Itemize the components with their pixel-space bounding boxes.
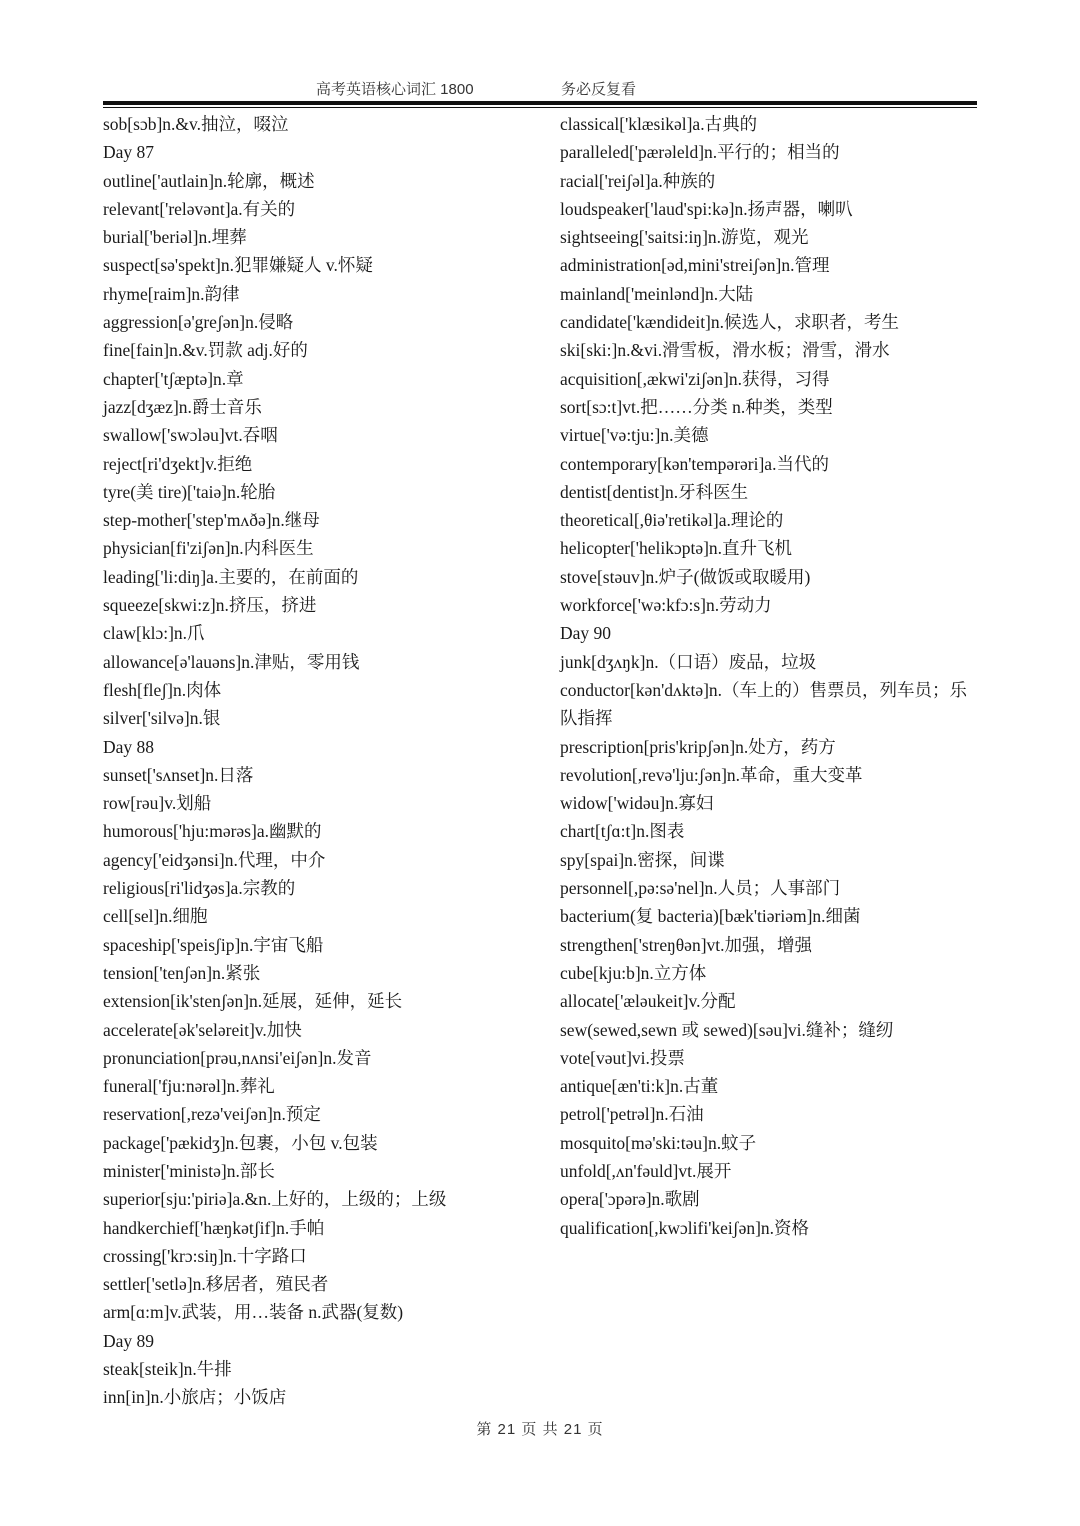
vocab-entry: fine[fain]n.&v.罚款 adj.好的	[103, 340, 308, 361]
vocab-entry: rhyme[raim]n.韵律	[103, 283, 240, 304]
vocab-entry: sob[sɔb]n.&v.抽泣，啜泣	[103, 114, 289, 134]
vocab-entry: accelerate[ək'seləreit]v.加快	[103, 1019, 302, 1040]
vocab-entry: agency['eidʒənsi]n.代理，中介	[103, 849, 326, 870]
vocab-entry: sightseeing['saitsi:iŋ]n.游览，观光	[560, 227, 809, 248]
header-rule-thin	[103, 107, 977, 108]
vocab-entry: antique[æn'ti:k]n.古董	[560, 1076, 719, 1097]
day-heading: Day 89	[103, 1330, 155, 1351]
page-footer: 第 21 页 共 21 页	[476, 1421, 604, 1438]
vocab-entry: personnel[,pə:sə'nel]n.人员；人事部门	[560, 878, 841, 899]
vocab-entry: workforce['wə:kfɔ:s]n.劳动力	[560, 595, 772, 616]
vocab-entry: candidate['kændideit]n.候选人，求职者，考生	[560, 312, 900, 333]
document-title: 高考英语核心词汇 1800	[316, 81, 474, 98]
vocab-entry: burial['beriəl]n.埋葬	[103, 227, 247, 248]
vocab-entry: racial['reiʃəl]a.种族的	[560, 170, 716, 191]
vocab-entry: step-mother['step'mʌðə]n.继母	[103, 510, 320, 531]
header-note: 务必反复看	[561, 81, 637, 98]
vocab-entry: stove[stəuv]n.炉子(做饭或取暖用)	[560, 566, 811, 587]
day-heading: Day 88	[103, 736, 155, 757]
vocab-entry: conductor[kən'dʌktə]n.（车上的）售票员，列车员；乐队指挥	[560, 679, 968, 729]
vocab-entry: spy[spai]n.密探，间谍	[560, 849, 725, 870]
vocab-entry: bacterium(复 bacteria)[bæk'tiəriəm]n.细菌	[560, 906, 861, 927]
vocab-entry: mosquito[mə'ski:təu]n.蚊子	[560, 1132, 757, 1153]
vocab-entry: tension['tenʃən]n.紧张	[103, 962, 261, 983]
vocab-entry: prescription[pris'kripʃən]n.处方，药方	[560, 736, 836, 757]
vocab-entry: crossing['krɔ:siŋ]n.十字路口	[103, 1245, 307, 1266]
vocab-entry: loudspeaker['laud'spi:kə]n.扬声器，喇叭	[560, 198, 853, 219]
vocab-entry: row[rəu]v.划船	[103, 793, 212, 814]
vocab-entry: qualification[,kwɔlifi'keiʃən]n.资格	[560, 1217, 810, 1238]
vocab-entry: flesh[fleʃ]n.肉体	[103, 679, 222, 700]
vocab-entry: helicopter['helikɔptə]n.直升飞机	[560, 538, 793, 559]
vocab-entry: dentist[dentist]n.牙科医生	[560, 481, 749, 502]
vocab-entry: tyre(美 tire)['taiə]n.轮胎	[103, 481, 276, 502]
vocab-entry: chart[tʃɑ:t]n.图表	[560, 821, 685, 842]
vocab-entry: superior[sju:'piriə]a.&n.上好的，上级的；上级	[103, 1189, 447, 1210]
vocab-entry: theoretical[,θiə'retikəl]a.理论的	[560, 510, 784, 531]
vocab-entry: paralleled['pærəleld]n.平行的；相当的	[560, 142, 840, 163]
vocab-entry: allowance[ə'lauəns]n.津贴，零用钱	[103, 651, 360, 672]
vocab-entry: administration[əd,mini'streiʃən]n.管理	[560, 255, 830, 276]
vocab-entry: petrol['petrəl]n.石油	[560, 1104, 704, 1125]
day-heading: Day 87	[103, 142, 155, 163]
vocab-entry: claw[klɔ:]n.爪	[103, 623, 205, 644]
vocab-entry: outline['autlain]n.轮廓，概述	[103, 170, 315, 191]
vocab-entry: funeral['fju:nərəl]n.葬礼	[103, 1076, 275, 1097]
vocab-entry: humorous['hju:mərəs]a.幽默的	[103, 821, 322, 842]
vocab-entry: steak[steik]n.牛排	[103, 1359, 232, 1380]
vocab-entry: minister['ministə]n.部长	[103, 1160, 275, 1181]
header-rule-thick	[103, 101, 977, 105]
vocab-entry: settler['setlə]n.移居者，殖民者	[103, 1274, 329, 1295]
vocab-entry: cube[kju:b]n.立方体	[560, 962, 707, 983]
vocab-entry: handkerchief['hæŋkətʃif]n.手帕	[103, 1217, 325, 1238]
vocab-entry: swallow['swɔləu]vt.吞咽	[103, 425, 278, 446]
vocab-entry: arm[ɑ:m]v.武装，用…装备 n.武器(复数)	[103, 1302, 404, 1323]
day-heading: Day 90	[560, 623, 612, 644]
vocab-entry: chapter['tʃæptə]n.章	[103, 368, 244, 389]
vocab-entry: mainland['meinlənd]n.大陆	[560, 283, 754, 304]
vocab-entry: ski[ski:]n.&vi.滑雪板，滑水板；滑雪，滑水	[560, 340, 890, 361]
vocab-entry: extension[ik'stenʃən]n.延展，延伸，延长	[103, 991, 403, 1012]
vocab-entry: reject[ri'dʒekt]v.拒绝	[103, 453, 253, 474]
vocab-entry: silver['silvə]n.银	[103, 708, 221, 729]
vocab-entry: leading['li:diŋ]a.主要的，在前面的	[103, 566, 359, 587]
vocab-entry: sew(sewed,sewn 或 sewed)[səu]vi.缝补；缝纫	[560, 1019, 894, 1040]
vocab-column-right	[560, 110, 980, 1242]
vocab-entry: squeeze[skwi:z]n.挤压，挤进	[103, 595, 317, 616]
vocab-entry: sort[sɔ:t]vt.把……分类 n.种类，类型	[560, 396, 833, 417]
vocab-entry: cell[sel]n.细胞	[103, 906, 208, 927]
vocab-entry: vote[vəut]vi.投票	[560, 1047, 685, 1068]
vocab-entry: contemporary[kən'tempərəri]a.当代的	[560, 453, 829, 474]
vocab-entry: opera['ɔpərə]n.歌剧	[560, 1189, 700, 1210]
vocab-column-left	[103, 110, 543, 1412]
vocab-entry: allocate['æləukeit]v.分配	[560, 991, 736, 1012]
vocab-entry: pronunciation[prəu,nʌnsi'eiʃən]n.发音	[103, 1047, 372, 1068]
vocab-entry: spaceship['speisʃip]n.宇宙飞船	[103, 934, 324, 955]
vocab-entry: classical['klæsikəl]a.古典的	[560, 114, 758, 134]
vocab-entry: inn[in]n.小旅店；小饭店	[103, 1387, 287, 1408]
vocab-entry: religious[ri'lidʒəs]a.宗教的	[103, 878, 296, 899]
page-header	[103, 78, 977, 100]
vocab-entry: jazz[dʒæz]n.爵士音乐	[103, 396, 262, 417]
vocab-entry: revolution[,revə'lju:ʃən]n.革命，重大变革	[560, 764, 863, 785]
vocab-entry: strengthen['streŋθən]vt.加强，增强	[560, 934, 813, 955]
vocab-entry: reservation[,rezə'veiʃən]n.预定	[103, 1104, 321, 1125]
vocab-entry: physician[fi'ziʃən]n.内科医生	[103, 538, 314, 559]
vocab-entry: acquisition[,ækwi'ziʃən]n.获得，习得	[560, 368, 830, 389]
vocab-entry: suspect[sə'spekt]n.犯罪嫌疑人 v.怀疑	[103, 255, 373, 276]
vocab-entry: virtue['və:tju:]n.美德	[560, 425, 709, 446]
vocab-entry: package['pækidʒ]n.包裹，小包 v.包装	[103, 1132, 378, 1153]
vocab-entry: junk[dʒʌŋk]n.（口语）废品，垃圾	[560, 651, 817, 672]
vocab-entry: unfold[,ʌn'fəuld]vt.展开	[560, 1160, 732, 1181]
vocab-entry: widow['widəu]n.寡妇	[560, 793, 714, 814]
vocab-entry: aggression[ə'greʃən]n.侵略	[103, 312, 294, 333]
vocab-entry: sunset['sʌnset]n.日落	[103, 764, 254, 785]
vocab-entry: relevant['reləvənt]a.有关的	[103, 198, 296, 219]
